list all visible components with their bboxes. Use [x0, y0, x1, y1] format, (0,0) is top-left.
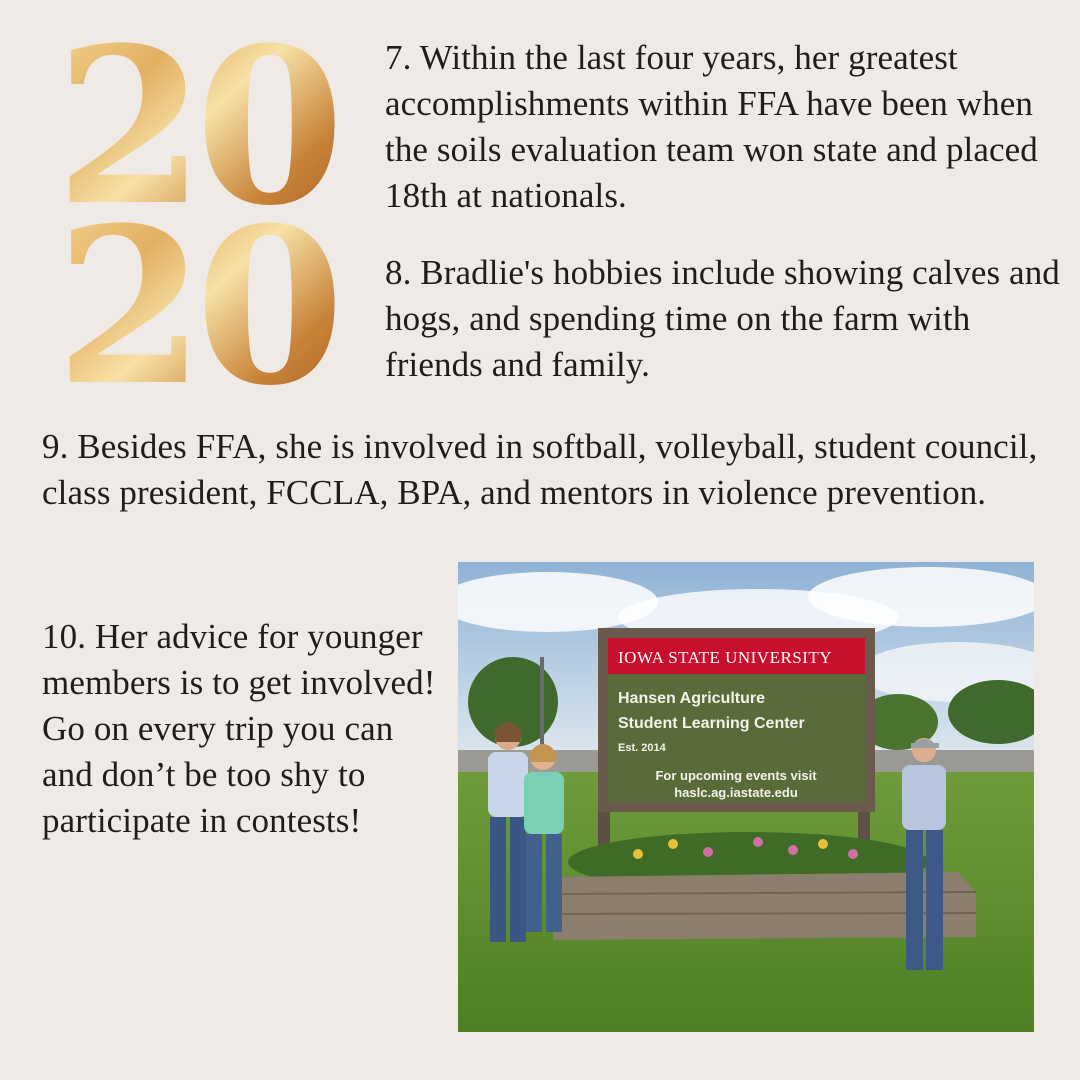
sign-visit: For upcoming events visit: [655, 768, 817, 783]
fact-10: 10. Her advice for younger members is to get involved! Go on every trip you can and don’t be too shy to participate in contests!: [42, 617, 436, 840]
sign-url: haslc.ag.iastate.edu: [674, 785, 798, 800]
year-graphic: [40, 30, 350, 390]
fact-9: 9. Besides FFA, she is involved in softball, volleyball, student council, class president, FCCLA, BPA, and mentors in violence prevention.: [42, 427, 1038, 512]
sign-est: Est. 2014: [618, 742, 666, 754]
sign-university: IOWA STATE UNIVERSITY: [618, 648, 833, 667]
year-2020-gold: [40, 30, 350, 390]
sign-line-1: Hansen Agriculture: [618, 690, 765, 707]
sign-line-2: Student Learning Center: [618, 715, 805, 732]
fact-8: 8. Bradlie's hobbies include showing calves and hogs, and spending time on the farm with friends and family.: [385, 253, 1060, 384]
year-line-2: 20: [55, 180, 335, 390]
utility-pole: [540, 657, 544, 752]
photo-students-at-sign: [458, 562, 1034, 1032]
year-line-1: 20: [55, 30, 335, 253]
photo-illustration: [458, 562, 1034, 1032]
fact-7: 7. Within the last four years, her greatest accomplishments within FFA have been when the soils evaluation team won state and placed 18th at nationals.: [385, 38, 1038, 215]
